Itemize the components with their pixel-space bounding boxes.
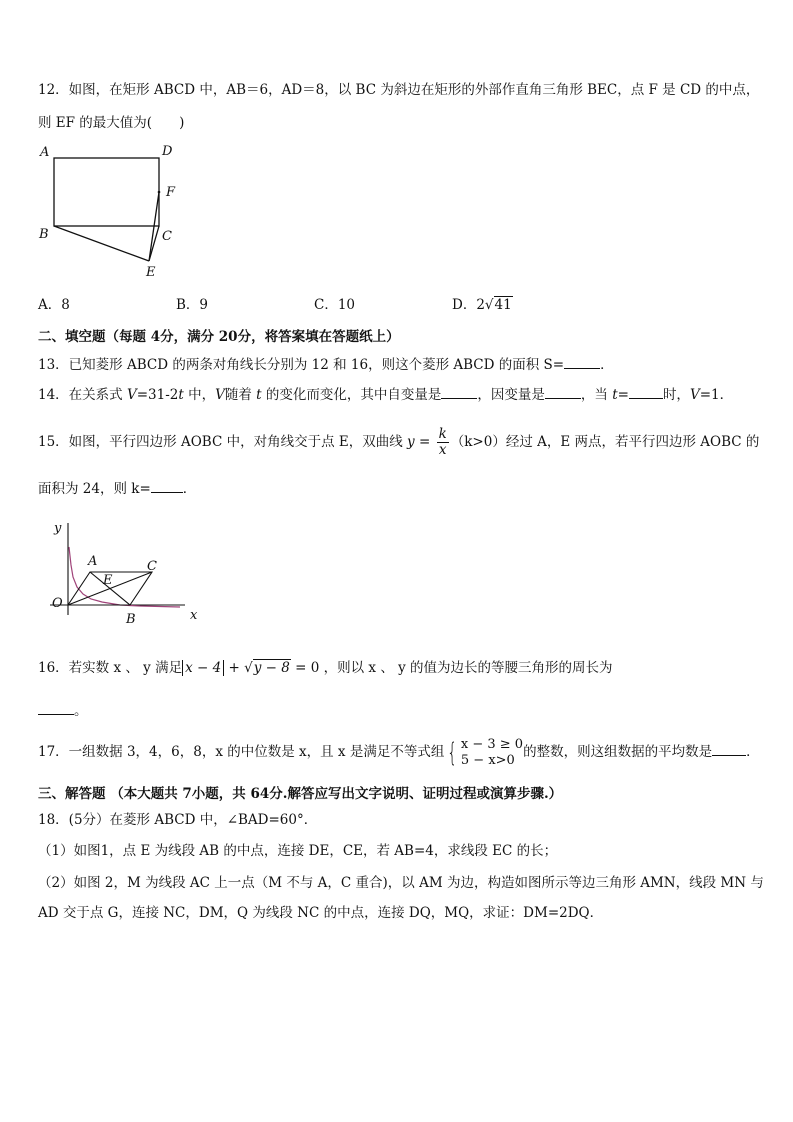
q14-var-t: t [178, 387, 184, 403]
label-o: O [52, 596, 63, 611]
label-a: A [40, 145, 50, 160]
q16-text-2: = 0 ，则以 x 、 y 的值为边长的等腰三角形的周长为 [290, 660, 613, 676]
option-d-radicand: 41 [494, 297, 512, 313]
label-a: A [88, 554, 98, 569]
q16-answer-blank [38, 700, 74, 715]
q14-blank-independent [441, 384, 477, 399]
q14-text-5: 的变化而变化，其中自变量是 [261, 387, 442, 403]
q13-end: ． [600, 357, 614, 373]
q14-text-1: 14．在关系式 [38, 387, 127, 403]
q16-end: 。 [74, 703, 88, 719]
q12-option-a: A．8 [38, 297, 70, 313]
q18-line1: 18．(5分）在菱形 ABCD 中，∠BAD=60°． [38, 812, 318, 828]
q14-blank-t-value [629, 384, 663, 399]
q13-text: 13．已知菱形 ABCD 的两条对角线长分别为 12 和 16，则这个菱形 ABCD 的面积 S= [38, 357, 565, 373]
q17-end: ． [746, 744, 760, 760]
q18-line4: AD 交于点 G，连接 NC，DM，Q 为线段 NC 的中点，连接 DQ，MQ，求证：DM=2DQ． [38, 905, 604, 921]
q14-text-3: 中， [183, 387, 216, 403]
q17-inequality-1: x − 3 ≥ 0 [460, 736, 524, 752]
q12-line2: 则 EF 的最大值为( ) [38, 115, 185, 131]
q15-fraction-k-over-x [437, 427, 449, 458]
q15-answer-blank [151, 478, 183, 493]
option-d-prefix: D．2 [452, 297, 485, 313]
q14-var-v2: V [215, 387, 225, 403]
segment-ec [149, 226, 159, 261]
q15-var-y: y [407, 434, 415, 450]
q15-hyperbola-figure [40, 515, 210, 630]
label-b: B [126, 612, 136, 627]
q14-var-t2: t [256, 387, 262, 403]
q17-text-2: 的整数，则这组数据的平均数是 [523, 744, 713, 760]
q17-brace: { [447, 737, 458, 768]
q14-text-4: 随着 [224, 387, 257, 403]
q18-line3: （2）如图 2，M 为线段 AC 上一点（M 不与 A，C 重合)，以 AM 为边，构造如图所示等边三角形 AMN，线段 MN 与 [38, 875, 764, 891]
q16-plus: + [224, 660, 245, 676]
q16-line2 [38, 700, 88, 721]
q14-text-7: ，当 [580, 387, 613, 403]
q16-text-1: 16．若实数 x 、 y 满足 [38, 660, 183, 676]
q15-line2 [38, 478, 196, 499]
q14-text-6: ，因变量是 [477, 387, 545, 403]
q12-line1: 12．如图，在矩形 ABCD 中，AB＝6，AD＝8，以 BC 为斜边在矩形的外部作直角三角形 BEC，点 F 是 CD 的中点， [38, 82, 760, 98]
q17 [38, 734, 760, 771]
q15-text-3: 面积为 24，则 k= [38, 481, 151, 497]
label-x: x [190, 608, 198, 623]
q14-text-10: =1． [699, 387, 734, 403]
q18-line2: （1）如图1，点 E 为线段 AB 的中点，连接 DE，CE，若 AB=4，求线段 EC 的长； [38, 843, 558, 859]
q13 [38, 354, 614, 375]
label-f: F [166, 185, 176, 200]
q14-text-2: =31-2 [136, 387, 179, 403]
q15-line1 [38, 422, 759, 462]
segment-be [54, 226, 149, 261]
q17-text-1: 17．一组数据 3，4，6，8，x 的中位数是 x，且 x 是满足不等式组 [38, 744, 445, 760]
section2-title: 二、填空题（每题 4分，满分 20分，将答案填在答题纸上） [38, 329, 400, 345]
q15-end: ． [182, 481, 197, 497]
label-y: y [54, 521, 62, 536]
q14-var-v: V [126, 387, 137, 403]
q16-radical: y − 8 [253, 660, 290, 676]
q16: 16．若实数 x 、 y 满足 x − 4 + √y − 8 = 0 ，则以 x 、 y 的值为边长的等腰三角形的周长为 [38, 660, 613, 676]
q17-answer-blank [712, 741, 746, 756]
q15-text-2: （k>0）经过 A，E 两点，若平行四边形 AOBC 的 [450, 434, 760, 450]
q14 [38, 384, 733, 405]
q12-option-c: C．10 [314, 297, 356, 313]
q15-equals: = [414, 434, 435, 450]
section3-title: 三、解答题 （本大题共 7小题，共 64分.解答应写出文字说明、证明过程或演算步骤.） [38, 786, 563, 802]
q12-rectangle-figure [34, 140, 184, 280]
label-b: B [39, 227, 49, 242]
q14-var-v3: V [689, 387, 700, 403]
q14-text-9: 时， [662, 387, 690, 403]
q15-denominator-x: x [438, 442, 447, 458]
label-d: D [162, 144, 173, 159]
q15-numerator-k: k [438, 426, 447, 442]
q14-text-8: = [617, 387, 629, 403]
label-e: E [146, 265, 156, 280]
q13-answer-blank [564, 354, 600, 369]
q12-option-d: D．2√41 [452, 297, 512, 313]
q12-option-b: B．9 [176, 297, 209, 313]
q16-absolute-value: x − 4 [182, 660, 224, 676]
q17-inequality-system [461, 737, 523, 769]
q17-inequality-2: 5 − x>0 [460, 752, 515, 768]
label-e: E [103, 573, 113, 588]
q14-blank-dependent [545, 384, 581, 399]
q14-var-t3: t [612, 387, 618, 403]
label-c: C [162, 229, 172, 244]
q15-text-1: 15．如图，平行四边形 AOBC 中，对角线交于点 E，双曲线 [38, 434, 408, 450]
rectangle-abcd [54, 158, 159, 226]
label-c: C [147, 559, 157, 574]
